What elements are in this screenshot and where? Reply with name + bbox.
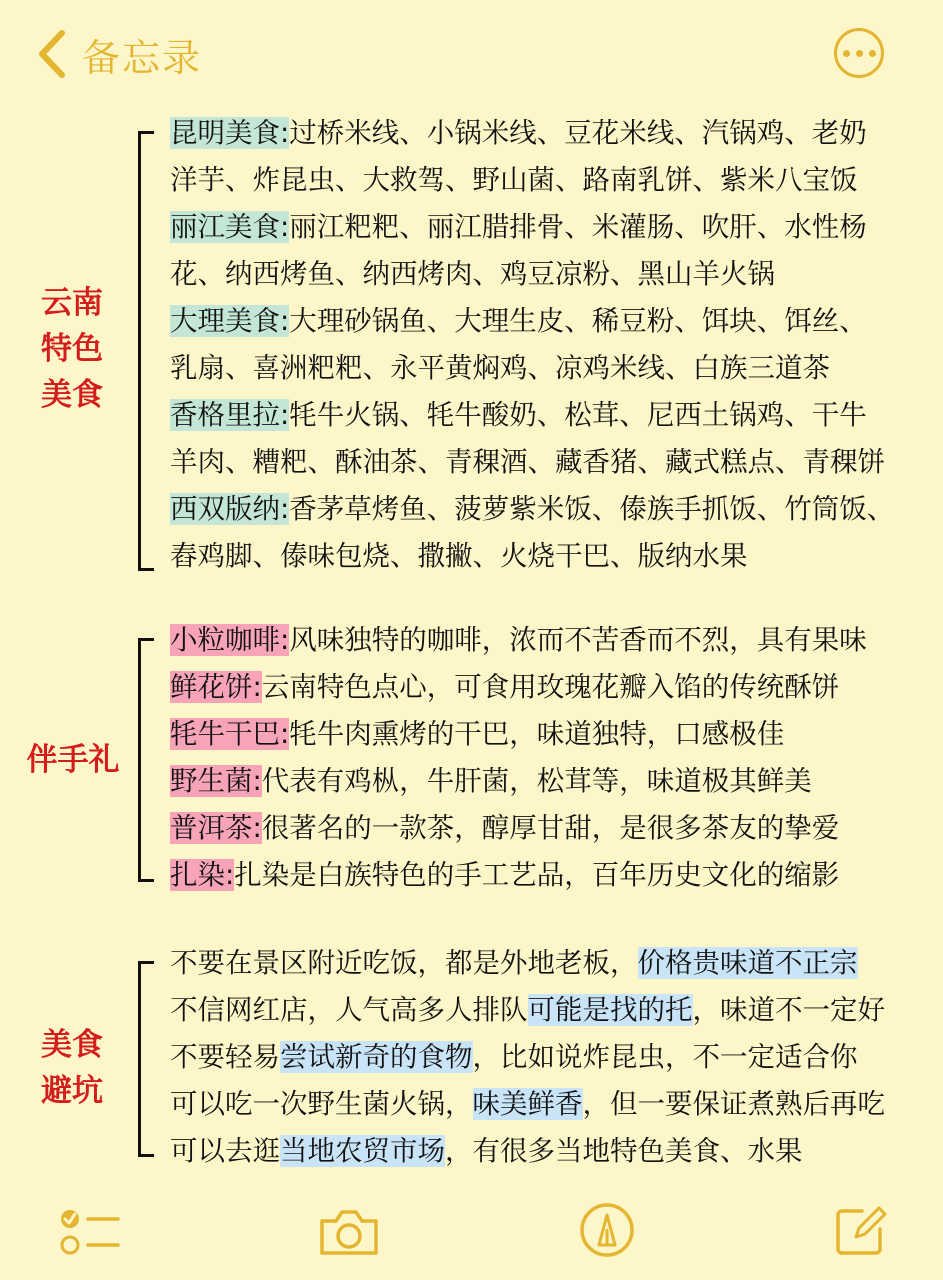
back-button[interactable] bbox=[34, 26, 202, 82]
section-food bbox=[0, 110, 943, 590]
item-text: 代表有鸡枞，牛肝菌，松茸等，味道极其鲜美 bbox=[261, 765, 812, 797]
item-text: 花、纳西烤鱼、纳西烤肉、鸡豆凉粉、黑山羊火锅 bbox=[170, 258, 775, 290]
item-text: 过桥米线、小锅米线、豆花米线、汽锅鸡、老奶 bbox=[289, 117, 867, 149]
compose-button[interactable] bbox=[832, 1203, 888, 1259]
category-label: 美食 避坑 bbox=[41, 1027, 103, 1109]
item-text: ，味道不一定好 bbox=[692, 994, 885, 1026]
item-text: ，比如说炸昆虫，不一定适合你 bbox=[472, 1041, 858, 1073]
item-text: 风味独特的咖啡，浓而不苦香而不烈，具有果味 bbox=[289, 624, 867, 656]
highlight-text: 味美鲜香 bbox=[472, 1088, 583, 1120]
note-line bbox=[170, 298, 930, 345]
item-label: 小粒咖啡: bbox=[170, 624, 290, 656]
item-text: 牦牛火锅、牦牛酸奶、松茸、尼西土锅鸡、干牛 bbox=[289, 399, 867, 431]
item-label: 普洱茶: bbox=[170, 812, 262, 844]
camera-icon bbox=[316, 1205, 382, 1259]
item-text: 舂鸡脚、傣味包烧、撒撇、火烧干巴、版纳水果 bbox=[170, 540, 748, 572]
note-line bbox=[170, 617, 930, 664]
section-gifts bbox=[0, 617, 943, 907]
note-line bbox=[170, 1081, 930, 1128]
item-label: 大理美食: bbox=[170, 305, 290, 337]
avoid-list bbox=[170, 940, 930, 1175]
item-text: ，但一要保证煮熟后再吃 bbox=[582, 1088, 885, 1120]
item-label: 扎染: bbox=[170, 859, 235, 891]
chevron-left-icon bbox=[34, 27, 70, 81]
note-line bbox=[170, 533, 930, 580]
note-line bbox=[170, 852, 930, 899]
item-text: 香茅草烤鱼、菠萝紫米饭、傣族手抓饭、竹筒饭、 bbox=[289, 493, 895, 525]
note-line bbox=[170, 664, 930, 711]
item-text: 可以吃一次野生菌火锅， bbox=[170, 1088, 473, 1120]
food-list bbox=[170, 110, 930, 580]
note-line bbox=[170, 940, 930, 987]
back-label[interactable]: 备忘录 bbox=[82, 35, 203, 80]
category-label: 云南 特色 美食 bbox=[41, 285, 103, 413]
note-line bbox=[170, 1034, 930, 1081]
item-text: 羊肉、糟粑、酥油茶、青稞酒、藏香猪、藏式糕点、青稞饼 bbox=[170, 446, 885, 478]
compose-icon bbox=[832, 1203, 888, 1259]
bracket bbox=[138, 638, 154, 882]
highlight-text: 价格贵味道不正宗 bbox=[637, 947, 858, 979]
bracket bbox=[138, 131, 154, 571]
item-label: 鲜花饼: bbox=[170, 671, 262, 703]
highlight-text: 尝试新奇的食物 bbox=[280, 1041, 473, 1073]
note-line bbox=[170, 110, 930, 157]
note-line bbox=[170, 486, 930, 533]
item-label: 昆明美食: bbox=[170, 117, 290, 149]
note-line bbox=[170, 805, 930, 852]
item-text: 牦牛肉熏烤的干巴，味道独特，口感极佳 bbox=[289, 718, 785, 750]
category-label: 伴手礼 bbox=[26, 742, 120, 778]
item-text: 很著名的一款茶，醇厚甘甜，是很多茶友的挚爱 bbox=[261, 812, 840, 844]
note-line bbox=[170, 711, 930, 758]
item-label: 香格里拉: bbox=[170, 399, 290, 431]
gift-list bbox=[170, 617, 930, 899]
item-text: 乳扇、喜洲粑粑、永平黄焖鸡、凉鸡米线、白族三道茶 bbox=[170, 352, 830, 384]
item-text: 大理砂锅鱼、大理生皮、稀豆粉、饵块、饵丝、 bbox=[289, 305, 867, 337]
item-text: 丽江粑粑、丽江腊排骨、米灌肠、吹肝、水性杨 bbox=[289, 211, 867, 243]
note-line bbox=[170, 758, 930, 805]
note-line bbox=[170, 204, 930, 251]
item-text: 不要在景区附近吃饭，都是外地老板， bbox=[170, 947, 638, 979]
bottom-toolbar bbox=[0, 1195, 943, 1275]
item-text: ，有很多当地特色美食、水果 bbox=[445, 1135, 803, 1167]
highlight-text: 当地农贸市场 bbox=[280, 1135, 445, 1167]
highlight-text: 可能是找的托 bbox=[527, 994, 693, 1026]
note-line bbox=[170, 251, 930, 298]
note-line bbox=[170, 987, 930, 1034]
camera-button[interactable] bbox=[316, 1205, 382, 1259]
checklist-icon bbox=[58, 1205, 122, 1257]
item-label: 丽江美食: bbox=[170, 211, 290, 243]
item-text: 扎染是白族特色的手工艺品，百年历史文化的缩影 bbox=[234, 859, 840, 891]
section-avoid bbox=[0, 940, 943, 1180]
note-line bbox=[170, 345, 930, 392]
item-text: 可以去逛 bbox=[170, 1135, 280, 1167]
item-text: 不信网红店，人气高多人排队 bbox=[170, 994, 528, 1026]
note-line bbox=[170, 157, 930, 204]
item-label: 西双版纳: bbox=[170, 493, 290, 525]
note-line bbox=[170, 392, 930, 439]
more-button[interactable] bbox=[834, 28, 884, 78]
pen-tip-icon bbox=[578, 1201, 636, 1259]
item-label: 牦牛干巴: bbox=[170, 718, 290, 750]
bracket bbox=[138, 961, 154, 1157]
nav-bar bbox=[0, 0, 943, 100]
more-icon-dot bbox=[869, 50, 876, 57]
more-icon-dot bbox=[856, 50, 863, 57]
note-line bbox=[170, 1128, 930, 1175]
checklist-button[interactable] bbox=[58, 1205, 122, 1257]
item-text: 洋芋、炸昆虫、大救驾、野山菌、路南乳饼、紫米八宝饭 bbox=[170, 164, 858, 196]
item-label: 野生菌: bbox=[170, 765, 262, 797]
more-icon bbox=[843, 50, 850, 57]
note-line bbox=[170, 439, 930, 486]
item-text: 不要轻易 bbox=[170, 1041, 280, 1073]
item-text: 云南特色点心，可食用玫瑰花瓣入馅的传统酥饼 bbox=[261, 671, 840, 703]
markup-button[interactable] bbox=[578, 1201, 636, 1259]
